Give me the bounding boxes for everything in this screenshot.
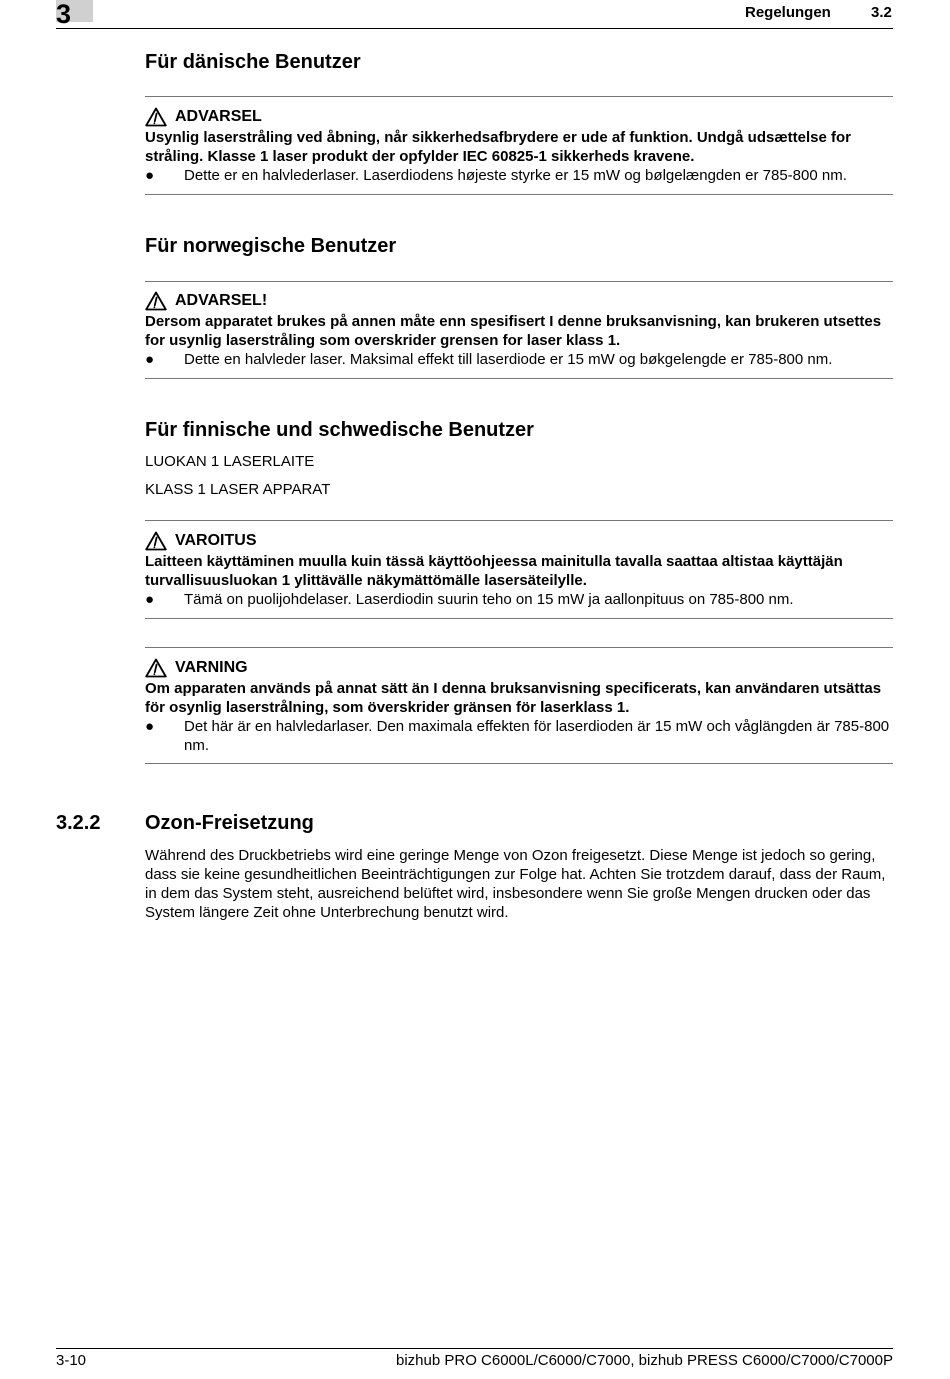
footer-product-name: bizhub PRO C6000L/C6000/C7000, bizhub PRESS C6000/C7000/C7000P bbox=[396, 1352, 893, 1369]
danish-warning-text: Usynlig laserstråling ved åbning, når sikkerhedsafbrydere er ude af funktion. Undgå udsættelse for stråling. Klasse 1 laser produkt der opfylder IEC 60825-1 sikkerheds kravene. bbox=[145, 129, 852, 165]
finnish-bottom-rule bbox=[145, 618, 893, 619]
warning-title-text: ADVARSEL! bbox=[175, 292, 268, 309]
danish-top-rule bbox=[145, 96, 893, 97]
ozone-heading: Ozon-Freisetzung bbox=[145, 812, 314, 834]
bullet-text: Det här är en halvledarlaser. Den maximala effekten för laserdioden är 15 mW och våglängden är 785-800 nm. bbox=[184, 718, 890, 754]
finnish-class-line: LUOKAN 1 LASERLAITE bbox=[145, 453, 315, 470]
warning-title-text: VAROITUS bbox=[175, 532, 257, 549]
swedish-bottom-rule bbox=[145, 763, 893, 764]
section-number: 3.2.2 bbox=[56, 812, 101, 834]
bullet-text: Dette en halvleder laser. Maksimal effekt till laserdiode er 15 mW og bøkgelengde er 785-800 nm. bbox=[184, 351, 833, 368]
swedish-class-line: KLASS 1 LASER APPARAT bbox=[145, 481, 331, 498]
swedish-bullet bbox=[145, 717, 893, 755]
header-title: Regelungen bbox=[745, 4, 831, 21]
header-rule bbox=[56, 28, 893, 29]
norwegian-top-rule bbox=[145, 281, 893, 282]
warning-triangle-icon bbox=[145, 531, 167, 551]
finnish-swedish-heading: Für finnische und schwedische Benutzer bbox=[145, 419, 534, 441]
bullet-text: Dette er en halvlederlaser. Laserdiodens højeste styrke er 15 mW og bølgelængden er 785-800 nm. bbox=[184, 167, 847, 184]
danish-heading: Für dänische Benutzer bbox=[145, 51, 361, 73]
swedish-top-rule bbox=[145, 647, 893, 648]
finnish-top-rule bbox=[145, 520, 893, 521]
warning-triangle-icon bbox=[145, 658, 167, 678]
chapter-number: 3 bbox=[56, 0, 72, 29]
norwegian-heading: Für norwegische Benutzer bbox=[145, 235, 397, 257]
bullet-dot: ● bbox=[145, 351, 155, 368]
norwegian-bottom-rule bbox=[145, 378, 893, 379]
warning-triangle-icon bbox=[145, 291, 167, 311]
warning-title-text: ADVARSEL bbox=[175, 108, 262, 125]
warning-title-text: VARNING bbox=[175, 659, 248, 676]
swedish-warning-text: Om apparaten används på annat sätt än I denna bruksanvisning specificerats, kan användaren utsättas för osynlig laserstrålning, som överskrider gränsen för laserklass 1. bbox=[145, 680, 882, 716]
ozone-paragraph: Während des Druckbetriebs wird eine geringe Menge von Ozon freigesetzt. Diese Menge ist jedoch so gering, dass sie keine gesundheitlichen Beeinträchtigungen zur Folge hat. Achten Sie trotzdem darauf, dass der Raum, in dem das System steht, ausreichend belüftet wird, insbesondere wenn Sie große Mengen drucken oder das System längere Zeit ohne Unterbrechung benutzt wird. bbox=[145, 847, 886, 921]
bullet-text: Tämä on puolijohdelaser. Laserdiodin suurin teho on 15 mW ja aallonpituus on 785-800 nm. bbox=[184, 591, 794, 608]
footer-page-number: 3-10 bbox=[56, 1352, 87, 1369]
bullet-dot: ● bbox=[145, 718, 155, 735]
norwegian-bullet bbox=[145, 350, 893, 369]
footer-rule bbox=[56, 1348, 893, 1349]
warning-triangle-icon bbox=[145, 107, 167, 127]
norwegian-warning-title bbox=[145, 291, 267, 311]
finnish-bullet bbox=[145, 590, 893, 609]
swedish-warning-title bbox=[145, 658, 248, 678]
danish-warning-title bbox=[145, 107, 262, 127]
header-section: 3.2 bbox=[871, 4, 892, 21]
finnish-warning-text: Laitteen käyttäminen muulla kuin tässä käyttöohjeessa mainitulla tavalla saattaa altistaa käyttäjän turvallisuusluokan 1 ylittävälle näkymättömälle lasersäteilylle. bbox=[145, 553, 843, 589]
finnish-warning-title bbox=[145, 531, 256, 551]
danish-bottom-rule bbox=[145, 194, 893, 195]
bullet-dot: ● bbox=[145, 167, 155, 184]
danish-bullet bbox=[145, 166, 893, 185]
bullet-dot: ● bbox=[145, 591, 155, 608]
norwegian-warning-text: Dersom apparatet brukes på annen måte enn spesifisert I denne bruksanvisning, kan brukeren utsettes for usynlig laserstråling som overskrider grensen for laser klass 1. bbox=[145, 313, 882, 349]
